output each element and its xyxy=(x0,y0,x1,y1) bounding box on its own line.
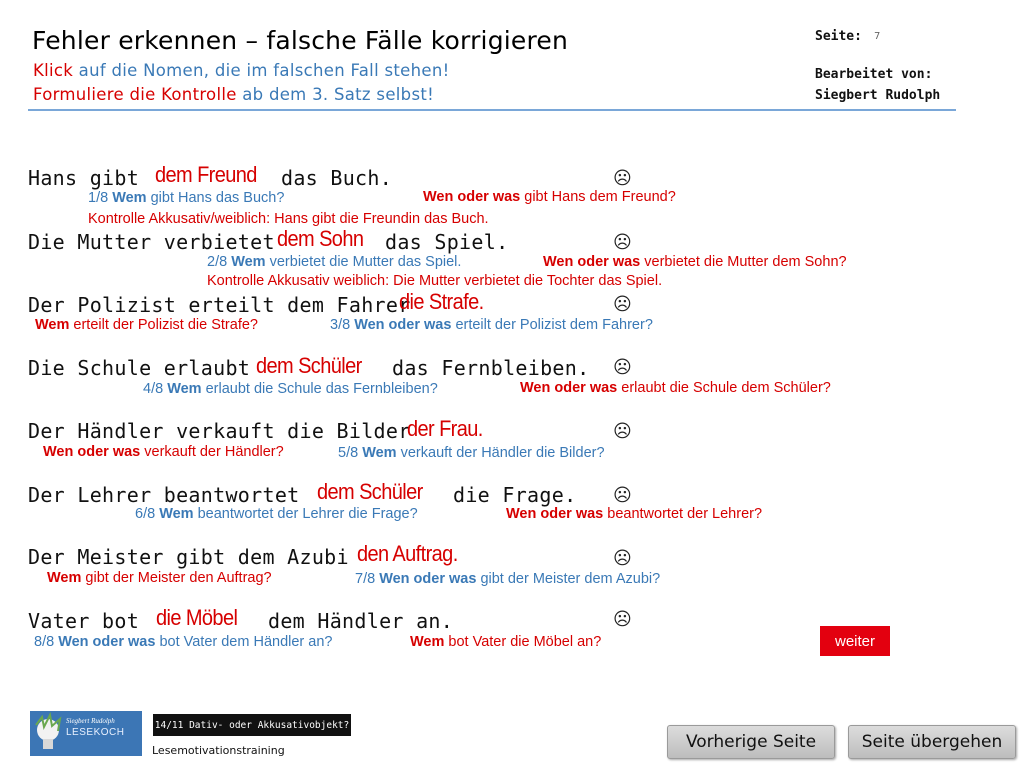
leseкoch-logo xyxy=(30,711,142,756)
question-4-accusative xyxy=(520,380,831,396)
author-name: Siegbert Rudolph xyxy=(815,88,941,103)
q-keyword: Wem xyxy=(231,254,266,270)
q-text: gibt der Meister den Auftrag? xyxy=(81,570,272,586)
q-keyword: Wen oder was xyxy=(58,634,156,650)
q-number: 1/8 xyxy=(88,190,113,206)
question-3-accusative xyxy=(330,317,653,333)
sad-face-icon: ☹ xyxy=(613,548,632,569)
edited-by-label: Bearbeitet von: xyxy=(815,67,933,82)
instruction-1-highlight: Klick xyxy=(33,61,74,80)
instruction-1-text: auf die Nomen, die im falschen Fall stehen! xyxy=(73,61,450,80)
sentence-6-start: Der Lehrer beantwortet xyxy=(28,483,300,507)
control-sentence-1: Kontrolle Akkusativ/weiblich: Hans gibt die Freundin das Buch. xyxy=(88,211,489,227)
question-3-dative xyxy=(35,317,258,333)
noun-den-auftrag[interactable]: den Auftrag. xyxy=(357,542,458,567)
sentence-8-end: dem Händler an. xyxy=(268,609,454,633)
q-text: gibt der Meister dem Azubi? xyxy=(476,571,661,587)
q-text: beantwortet der Lehrer? xyxy=(603,506,763,522)
instruction-line-1 xyxy=(33,61,450,80)
question-8-accusative xyxy=(34,634,332,650)
question-1-accusative xyxy=(423,189,676,205)
sentence-5-start: Der Händler verkauft die Bilder xyxy=(28,419,411,443)
q-number: 7/8 xyxy=(355,571,380,587)
sentence-6-end: die Frage. xyxy=(453,483,577,507)
sad-face-icon: ☹ xyxy=(613,168,632,189)
question-7-dative xyxy=(47,570,272,586)
q-keyword: Wem xyxy=(167,381,202,397)
question-8-dative xyxy=(410,634,601,650)
sad-face-icon: ☹ xyxy=(613,609,632,630)
q-keyword: Wen oder was xyxy=(423,189,521,205)
q-text: erlaubt die Schule das Fernbleiben? xyxy=(201,381,438,397)
q-number: 8/8 xyxy=(34,634,59,650)
logo-brand: LESEKOCH xyxy=(66,727,125,738)
question-6-accusative xyxy=(506,506,762,522)
question-4-dative xyxy=(143,381,438,397)
noun-der-frau[interactable]: der Frau. xyxy=(407,417,483,442)
noun-die-moebel[interactable]: die Möbel xyxy=(156,606,238,631)
instruction-2-text: ab dem 3. Satz selbst! xyxy=(236,85,435,104)
sad-face-icon: ☹ xyxy=(613,421,632,442)
q-number: 4/8 xyxy=(143,381,168,397)
q-keyword: Wem xyxy=(47,570,82,586)
exercise-tag: 14/11 Dativ- oder Akkusativobjekt? xyxy=(153,714,351,736)
question-6-dative xyxy=(135,506,418,522)
sad-face-icon: ☹ xyxy=(613,357,632,378)
q-keyword: Wen oder was xyxy=(543,254,641,270)
header-divider xyxy=(28,109,956,111)
q-number: 3/8 xyxy=(330,317,355,333)
instruction-2-highlight: Formuliere die Kontrolle xyxy=(33,85,237,104)
question-2-accusative xyxy=(543,254,847,270)
q-number: 2/8 xyxy=(207,254,232,270)
q-number: 6/8 xyxy=(135,506,160,522)
q-text: verbietet die Mutter das Spiel. xyxy=(265,254,462,270)
logo-author: Siegbert Rudolph xyxy=(66,717,115,725)
sentence-1-end: das Buch. xyxy=(281,166,393,190)
q-keyword: Wen oder was xyxy=(506,506,604,522)
q-text: verbietet die Mutter dem Sohn? xyxy=(640,254,847,270)
q-keyword: Wem xyxy=(159,506,194,522)
q-text: verkauft der Händler? xyxy=(140,444,284,460)
weiter-button[interactable]: weiter xyxy=(820,626,890,656)
question-7-accusative xyxy=(355,571,660,587)
q-keyword: Wen oder was xyxy=(379,571,477,587)
skip-page-button[interactable]: Seite übergehen xyxy=(848,725,1016,759)
q-text: bot Vater die Möbel an? xyxy=(444,634,602,650)
q-keyword: Wem xyxy=(112,190,147,206)
q-text: bot Vater dem Händler an? xyxy=(155,634,333,650)
previous-page-button[interactable]: Vorherige Seite xyxy=(667,725,835,759)
q-text: gibt Hans dem Freund? xyxy=(520,189,676,205)
noun-dem-sohn[interactable]: dem Sohn xyxy=(277,227,364,252)
q-keyword: Wen oder was xyxy=(520,380,618,396)
noun-dem-schueler-2[interactable]: dem Schüler xyxy=(317,480,423,505)
q-keyword: Wen oder was xyxy=(43,444,141,460)
question-1-dative xyxy=(88,190,284,206)
q-keyword: Wen oder was xyxy=(354,317,452,333)
sentence-7-start: Der Meister gibt dem Azubi xyxy=(28,545,349,569)
q-keyword: Wem xyxy=(35,317,70,333)
page-label: Seite: xyxy=(815,29,862,44)
sad-face-icon: ☹ xyxy=(613,232,632,253)
q-keyword: Wem xyxy=(362,445,397,461)
q-text: erlaubt die Schule dem Schüler? xyxy=(617,380,831,396)
q-number: 5/8 xyxy=(338,445,363,461)
sentence-1-start: Hans gibt xyxy=(28,166,140,190)
q-text: gibt Hans das Buch? xyxy=(146,190,285,206)
footer-tagline: Lesemotivationstraining xyxy=(152,744,285,757)
control-sentence-2: Kontrolle Akkusativ weiblich: Die Mutter verbietet die Tochter das Spiel. xyxy=(207,273,663,289)
sad-face-icon: ☹ xyxy=(613,294,632,315)
noun-dem-freund[interactable]: dem Freund xyxy=(155,163,257,188)
sad-face-icon: ☹ xyxy=(613,485,632,506)
sentence-4-end: das Fernbleiben. xyxy=(392,356,590,380)
sentence-3-start: Der Polizist erteilt dem Fahrer xyxy=(28,293,411,317)
q-text: verkauft der Händler die Bilder? xyxy=(396,445,605,461)
question-5-dative xyxy=(338,445,605,461)
page-number: 7 xyxy=(874,31,881,42)
question-5-accusative xyxy=(43,444,284,460)
sentence-8-start: Vater bot xyxy=(28,609,140,633)
noun-dem-schueler-1[interactable]: dem Schüler xyxy=(256,354,362,379)
page-title: Fehler erkennen – falsche Fälle korrigieren xyxy=(32,26,569,55)
question-2-dative xyxy=(207,254,461,270)
noun-die-strafe[interactable]: die Strafe. xyxy=(399,290,484,315)
q-text: erteilt der Polizist die Strafe? xyxy=(69,317,258,333)
q-text: beantwortet der Lehrer die Frage? xyxy=(193,506,418,522)
q-text: erteilt der Polizist dem Fahrer? xyxy=(451,317,653,333)
sentence-2-start: Die Mutter verbietet xyxy=(28,230,275,254)
instruction-line-2 xyxy=(33,85,434,104)
q-keyword: Wem xyxy=(410,634,445,650)
sentence-2-end: das Spiel. xyxy=(385,230,509,254)
sentence-4-start: Die Schule erlaubt xyxy=(28,356,251,380)
